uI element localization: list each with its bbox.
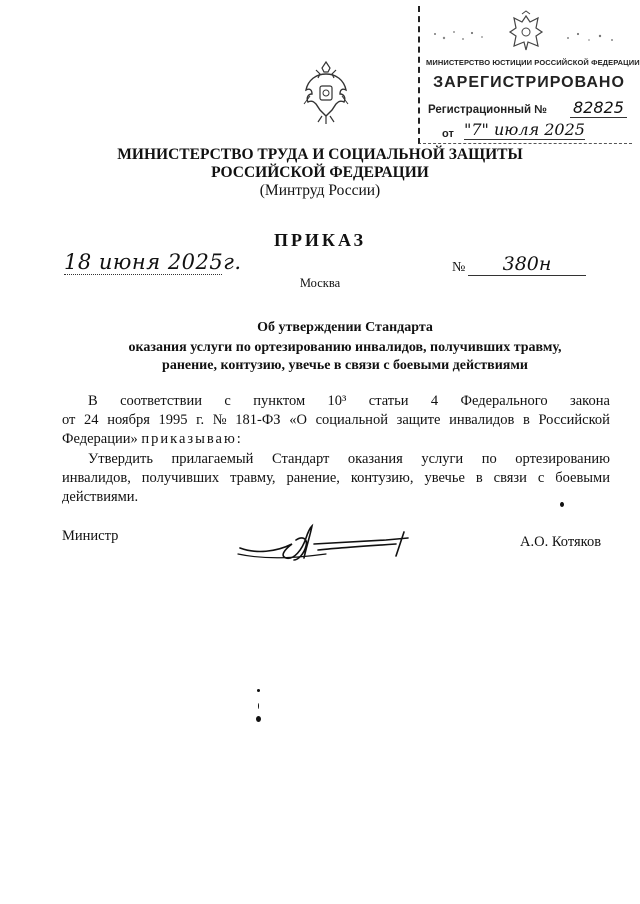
ministry-name-line2: РОССИЙСКОЙ ФЕДЕРАЦИИ bbox=[211, 164, 429, 181]
word: в bbox=[475, 470, 483, 486]
word: инвалидов bbox=[449, 412, 515, 428]
order-directive-word: приказываю: bbox=[141, 431, 243, 447]
word: 10³ bbox=[327, 393, 347, 409]
word: в bbox=[522, 412, 530, 428]
paragraph-decision bbox=[62, 450, 610, 507]
word: контузию, bbox=[350, 470, 414, 486]
word: инвалидов, bbox=[62, 470, 131, 486]
word: связи bbox=[493, 470, 527, 486]
ministry-short-name: (Минтруд России) bbox=[259, 182, 381, 199]
signatory-name: А.О. Котяков bbox=[520, 534, 602, 550]
word: с bbox=[537, 470, 545, 486]
paragraph-line bbox=[62, 430, 610, 449]
stamp-date-label: от bbox=[442, 128, 454, 140]
word: Утвердить bbox=[88, 451, 153, 467]
subject-line1: Об утверждении Стандарта bbox=[257, 320, 433, 335]
word: соответствии bbox=[120, 393, 202, 409]
word: социальной bbox=[315, 412, 388, 428]
stamp-texture bbox=[430, 26, 490, 46]
word: получивших bbox=[141, 470, 220, 486]
paragraph-line: действиями. bbox=[62, 489, 139, 505]
order-date: 18 июня 2025г. bbox=[64, 250, 242, 274]
scan-speck bbox=[257, 689, 260, 692]
stamp-regnum-value: 82825 bbox=[570, 98, 627, 118]
stamp-registered-text: ЗАРЕГИСТРИРОВАНО bbox=[433, 74, 625, 91]
order-title: ПРИКАЗ bbox=[273, 230, 367, 250]
handwritten-signature bbox=[236, 520, 416, 564]
word: от bbox=[62, 412, 76, 428]
ministry-name-line1: МИНИСТЕРСТВО ТРУДА И СОЦИАЛЬНОЙ ЗАЩИТЫ bbox=[117, 146, 523, 163]
word: Российской bbox=[538, 412, 610, 428]
word: Федерального bbox=[460, 393, 548, 409]
stamp-texture bbox=[562, 28, 622, 48]
word: ранение, bbox=[286, 470, 340, 486]
word: 24 bbox=[84, 412, 99, 428]
paragraph-line bbox=[62, 392, 610, 411]
scan-speck bbox=[560, 502, 564, 507]
word: услуги bbox=[421, 451, 464, 467]
word: оказания bbox=[347, 451, 403, 467]
paragraph-line bbox=[62, 469, 610, 488]
order-city: Москва bbox=[299, 276, 341, 290]
word: с bbox=[224, 393, 231, 409]
word: увечье bbox=[424, 470, 465, 486]
word: 4 bbox=[430, 393, 439, 409]
word: травму, bbox=[230, 470, 276, 486]
registration-stamp bbox=[418, 6, 640, 144]
paragraph-line bbox=[62, 411, 610, 430]
word: 1995 bbox=[158, 412, 188, 428]
scan-speck bbox=[258, 703, 259, 709]
stamp-date-value: "7" июля 2025 bbox=[464, 120, 585, 139]
word: Стандарт bbox=[271, 451, 330, 467]
word: ортезированию bbox=[515, 451, 610, 467]
scan-speck bbox=[256, 716, 261, 722]
order-number-label: № bbox=[452, 260, 466, 275]
stamp-regnum-label: Регистрационный № bbox=[428, 104, 548, 116]
word: боевыми bbox=[555, 470, 610, 486]
word: прилагаемый bbox=[171, 451, 254, 467]
word: пунктом bbox=[253, 393, 306, 409]
coat-of-arms-icon bbox=[302, 60, 350, 126]
word: ноября bbox=[107, 412, 150, 428]
word: защите bbox=[396, 412, 441, 428]
subject-line2: оказания услуги по ортезированию инвалидов, получивших травму, bbox=[128, 340, 562, 355]
stamp-emblem-icon bbox=[506, 10, 546, 54]
paragraph-text: Федерации» bbox=[62, 431, 138, 447]
word: № bbox=[212, 412, 227, 428]
paragraph-line bbox=[62, 450, 610, 469]
word: закона bbox=[569, 393, 610, 409]
word: статьи bbox=[368, 393, 409, 409]
word: по bbox=[481, 451, 497, 467]
order-number: 380н bbox=[468, 253, 586, 276]
subject-line3: ранение, контузию, увечье в связи с боевыми действиями bbox=[162, 358, 528, 373]
paragraph-basis bbox=[62, 392, 610, 449]
word: 181-ФЗ bbox=[235, 412, 281, 428]
signatory-position: Министр bbox=[62, 528, 119, 544]
word: г. bbox=[196, 412, 205, 428]
stamp-ministry-text: МИНИСТЕРСТВО ЮСТИЦИИ РОССИЙСКОЙ ФЕДЕРАЦИИ bbox=[426, 58, 640, 67]
word: «О bbox=[289, 412, 307, 428]
word: В bbox=[88, 393, 98, 409]
